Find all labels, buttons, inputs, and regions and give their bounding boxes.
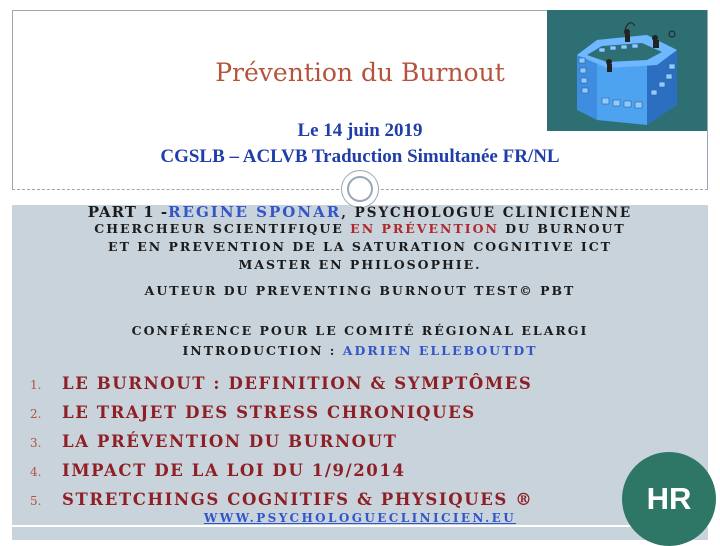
researcher-text-b: DU BURNOUT xyxy=(498,221,626,236)
agenda-number: 3. xyxy=(30,436,42,450)
divider-circle-inner xyxy=(347,176,373,202)
speaker-line xyxy=(20,203,700,221)
agenda-item xyxy=(30,400,650,429)
bottom-bar xyxy=(12,527,708,540)
agenda-text: LE BURNOUT : DEFINITION & SYMPTÔMES xyxy=(62,374,533,393)
agenda-number: 1. xyxy=(30,378,42,392)
hr-logo-text: HR xyxy=(646,481,692,516)
agenda-text: LE TRAJET DES STRESS CHRONIQUES xyxy=(62,403,476,422)
conference-line: CONFÉRENCE POUR LE COMITÉ RÉGIONAL ELARGI xyxy=(131,323,589,338)
agenda-number: 4. xyxy=(30,465,42,479)
author-line: AUTEUR DU PREVENTING BURNOUT TEST© PBT xyxy=(144,283,576,298)
agenda-number: 5. xyxy=(30,494,42,508)
speaker-name: REGINE SPONAR xyxy=(168,203,342,221)
agenda-item xyxy=(30,371,650,400)
agenda-text: LA PRÉVENTION DU BURNOUT xyxy=(62,432,398,451)
agenda-item xyxy=(30,458,650,487)
researcher-text-a: CHERCHEUR SCIENTIFIQUE xyxy=(94,221,351,236)
researcher-line xyxy=(20,221,700,236)
part-label: PART 1 - xyxy=(87,203,169,221)
introduction-label: INTRODUCTION : xyxy=(182,343,343,358)
slide-subtitle xyxy=(20,118,700,170)
event-name: CGSLB – ACLVB Traduction Simultanée FR/NL xyxy=(160,146,560,167)
agenda-item xyxy=(30,429,650,458)
event-date: Le 14 juin 2019 xyxy=(297,120,423,141)
agenda-text: IMPACT DE LA LOI DU 1/9/2014 xyxy=(62,461,406,480)
slide-title: Prévention du Burnout xyxy=(215,58,505,87)
website-link[interactable]: WWW.PSYCHOLOGUECLINICIEN.EU xyxy=(203,511,517,525)
hr-logo xyxy=(622,452,716,546)
philosophy-line: MASTER EN PHILOSOPHIE. xyxy=(238,257,482,272)
researcher-highlight: EN PRÉVENTION xyxy=(350,221,499,236)
introduction-name: ADRIEN ELLEBOUTDT xyxy=(342,343,538,358)
introduction-line xyxy=(20,343,700,358)
agenda-list xyxy=(30,371,650,516)
speaker-role: , PSYCHOLOGUE CLINICIENNE xyxy=(341,205,633,221)
agenda-text: STRETCHINGS COGNITIFS & PHYSIQUES ® xyxy=(62,490,534,509)
agenda-number: 2. xyxy=(30,407,42,421)
saturation-line: ET EN PREVENTION DE LA SATURATION COGNITIVE ICT xyxy=(108,239,612,254)
